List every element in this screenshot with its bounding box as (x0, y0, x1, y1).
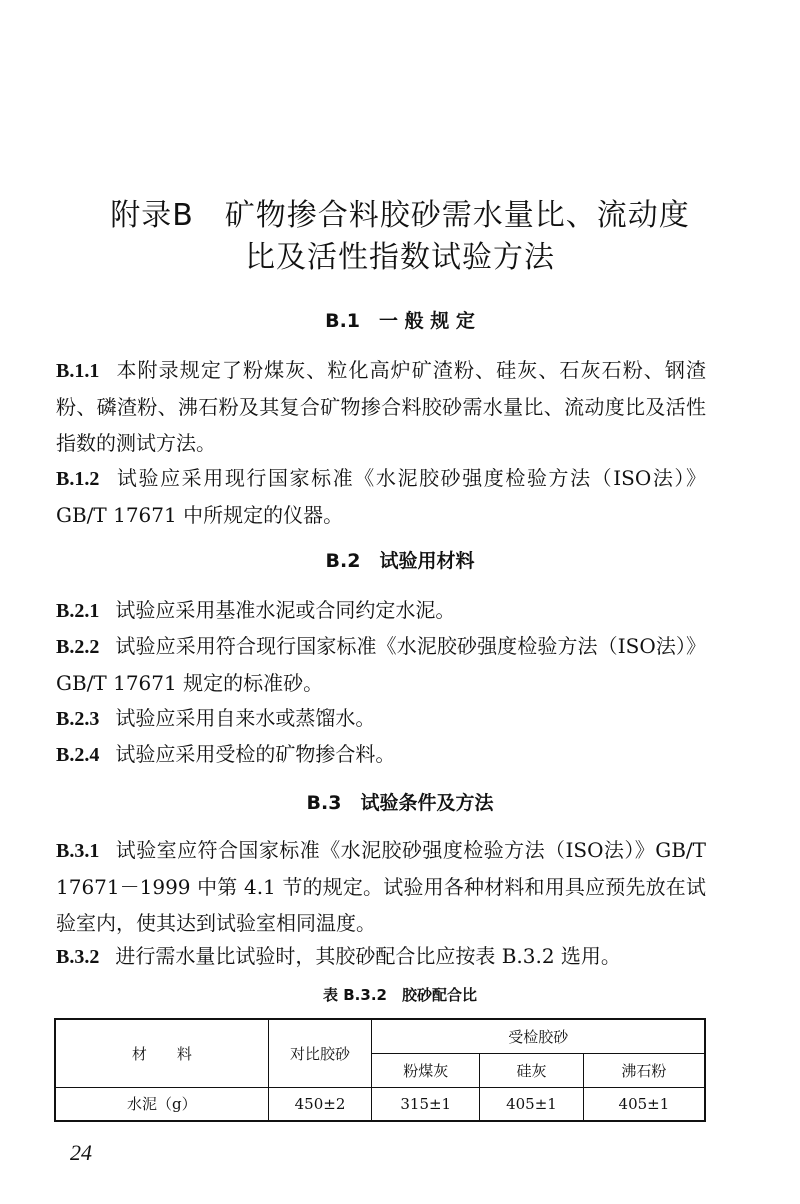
clause-number: B.3.1 (56, 840, 100, 862)
subheader-fly-ash: 粉煤灰 (372, 1053, 480, 1087)
mix-proportion-table (54, 1018, 706, 1122)
row-fly-ash-value: 315±1 (372, 1087, 480, 1121)
clause-b12 (56, 460, 706, 533)
table-row (55, 1087, 705, 1121)
section-heading-b1: B.1 一 般 规 定 (325, 310, 475, 332)
clause-b24 (56, 736, 706, 773)
clause-b23 (56, 700, 706, 737)
section-heading-b3: B.3 试验条件及方法 (306, 792, 494, 814)
clause-text: 试验应采用现行国家标准《水泥胶砂强度检验方法（ISO法）》GB/T 17671 中所规定的仪器。 (56, 466, 706, 527)
header-test-mortar: 受检胶砂 (372, 1019, 705, 1053)
clause-b31 (56, 832, 706, 941)
subheader-zeolite-powder: 沸石粉 (583, 1053, 705, 1087)
appendix-title-line2: 比及活性指数试验方法 (245, 240, 555, 275)
subheader-silica-fume: 硅灰 (480, 1053, 584, 1087)
clause-text: 试验应采用自来水或蒸馏水。 (115, 706, 376, 730)
section-heading-b2: B.2 试验用材料 (325, 550, 475, 572)
clause-text: 本附录规定了粉煤灰、粒化高炉矿渣粉、硅灰、石灰石粉、钢渣粉、磷渣粉、沸石粉及其复合矿物掺合料胶砂需水量比、流动度比及活性指数的测试方法。 (56, 358, 706, 455)
clause-number: B.2.1 (56, 600, 100, 622)
clause-text: 进行需水量比试验时，其胶砂配合比应按表 B.3.2 选用。 (115, 944, 621, 968)
clause-b21 (56, 592, 706, 629)
clause-text: 试验应采用受检的矿物掺合料。 (115, 742, 396, 766)
row-silica-fume-value: 405±1 (480, 1087, 584, 1121)
row-control-value: 450±2 (268, 1087, 372, 1121)
clause-text: 试验室应符合国家标准《水泥胶砂强度检验方法（ISO法）》GB/T 17671－1999 中第 4.1 节的规定。试验用各种材料和用具应预先放在试验室内，使其达到试验室相同温度。 (56, 838, 706, 935)
clause-number: B.1.1 (56, 360, 100, 382)
row-zeolite-value: 405±1 (583, 1087, 705, 1121)
clause-text: 试验应采用符合现行国家标准《水泥胶砂强度检验方法（ISO法）》GB/T 17671 规定的标准砂。 (56, 634, 706, 695)
clause-b11 (56, 352, 706, 461)
table-caption: 表 B.3.2 胶砂配合比 (323, 986, 477, 1004)
clause-number: B.2.3 (56, 708, 100, 730)
clause-number: B.3.2 (56, 946, 100, 968)
clause-b32 (56, 938, 706, 975)
clause-number: B.2.4 (56, 744, 100, 766)
appendix-title-line1: 附录B 矿物掺合料胶砂需水量比、流动度 (110, 198, 690, 233)
clause-text: 试验应采用基准水泥或合同约定水泥。 (115, 598, 456, 622)
page-number: 24 (70, 1140, 92, 1165)
row-material: 水泥（g） (55, 1087, 268, 1121)
clause-b22 (56, 628, 706, 701)
clause-number: B.1.2 (56, 468, 100, 490)
header-material: 材 料 (55, 1019, 268, 1087)
header-control-mortar: 对比胶砂 (268, 1019, 372, 1087)
clause-number: B.2.2 (56, 636, 100, 658)
